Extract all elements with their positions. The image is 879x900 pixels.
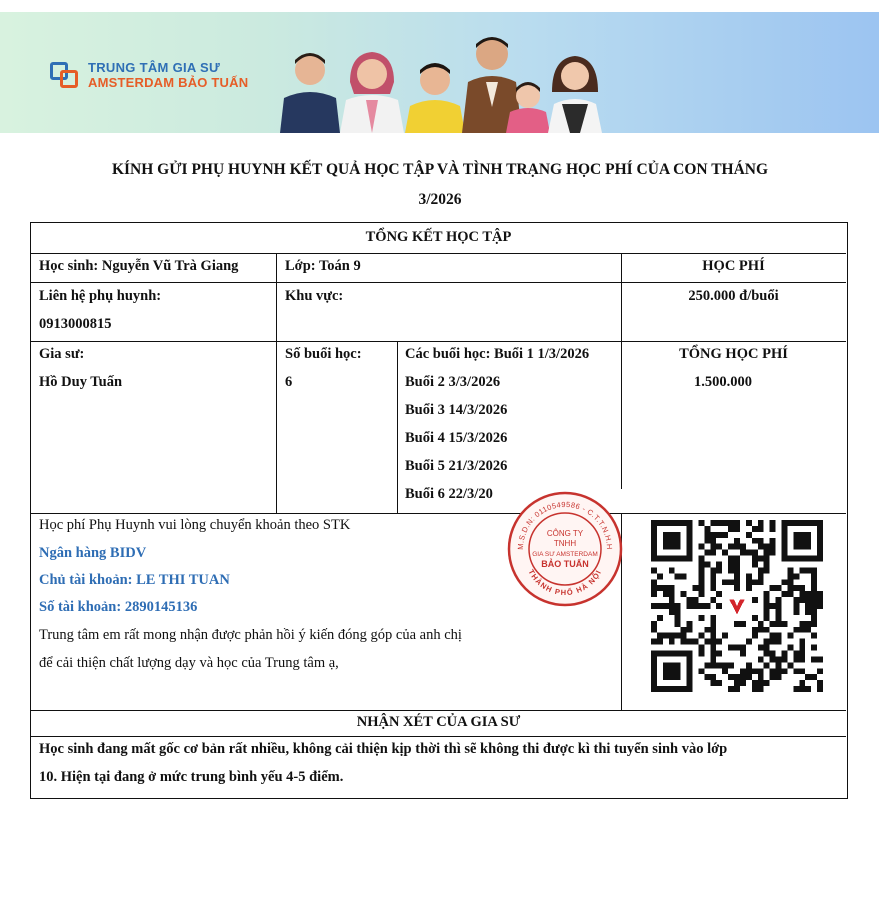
review-line-1: Học sinh đang mất gốc cơ bản rất nhiều, không cải thiện kịp thời thì sẽ không thi được kì thi tuyển sinh vào lớp [39,741,728,757]
tutor-label: Gia sư: [39,346,85,362]
stamp-line-4: BẢO TUẤN [541,559,589,569]
center-logo [50,60,248,90]
parent-phone: 0913000815 [39,316,112,332]
session-item: Buổi 4 15/3/2026 [405,430,508,446]
parent-contact-label: Liên hệ phụ huynh: [39,288,162,304]
person-boy-left [280,53,340,133]
session-item: Buổi 3 14/3/2026 [405,402,508,418]
stamp-ring-text: M.S.D.N: 0110549586 - C.T.T.N.H.H [515,499,615,550]
logo-line-1: TRUNG TÂM GIA SƯ [88,60,221,75]
payment-qr-code [651,518,823,694]
logo-line-2: AMSTERDAM BẢO TUẤN [88,75,249,90]
stamp-line-1: CÔNG TY [546,529,584,538]
person-woman-right [548,56,602,133]
session-item: Buổi 5 21/3/2026 [405,458,508,474]
review-line-2: 10. Hiện tại đang ở mức trung bình yếu 4-5 điểm. [39,769,344,785]
tutor-name: Hồ Duy Tuấn [39,374,123,390]
fee-per-session: 250.000 đ/buổi [688,288,779,304]
stamp-line-2: TNHH [553,539,577,548]
account-owner: Chủ tài khoản: LE THI TUAN [39,572,230,588]
fee-header: HỌC PHÍ [702,258,765,274]
title-line-1: KÍNH GỬI PHỤ HUYNH KẾT QUẢ HỌC TẬP VÀ TÌNH TRẠNG HỌC PHÍ CỦA CON THÁNG [111,161,769,178]
title-line-2: 3/2026 [418,191,462,208]
page-title [30,155,850,215]
feedback-note-2: để cải thiện chất lượng dạy và học của Trung tâm ạ, [39,655,339,671]
session-item: Buổi 2 3/3/2026 [405,374,501,390]
family-photo [270,12,610,133]
sessions-label: Số buổi học: [285,346,362,362]
feedback-note-1: Trung tâm em rất mong nhận được phản hồi ý kiến đóng góp của anh chị [39,627,462,643]
company-stamp [505,489,625,609]
person-woman-left [340,52,404,133]
stamp-bottom-text: THÀNH PHỐ HÀ NỘI [526,567,604,598]
total-fee-value: 1.500.000 [694,374,752,390]
student-name: Học sinh: Nguyễn Vũ Trà Giang [39,258,239,274]
summary-header: TỔNG KẾT HỌC TẬP [365,229,512,245]
person-boy-center [405,63,465,133]
session-item: Các buổi học: Buổi 1 1/3/2026 [405,346,590,362]
account-number: Số tài khoản: 2890145136 [39,599,198,615]
session-item: Buổi 6 22/3/20 [405,486,493,502]
report-table [30,222,848,799]
stamp-line-3: GIA SƯ AMSTERDAM [532,551,598,558]
logo-icon [50,62,80,88]
sessions-count: 6 [285,374,293,390]
review-header: NHẬN XÉT CỦA GIA SƯ [356,714,521,730]
payment-intro: Học phí Phụ Huynh vui lòng chuyển khoản theo STK [39,517,351,533]
area-label: Khu vực: [285,288,344,304]
header-banner [0,12,879,133]
total-fee-header: TỔNG HỌC PHÍ [679,346,788,362]
bank-name: Ngân hàng BIDV [39,545,147,561]
class-name: Lớp: Toán 9 [285,258,361,274]
